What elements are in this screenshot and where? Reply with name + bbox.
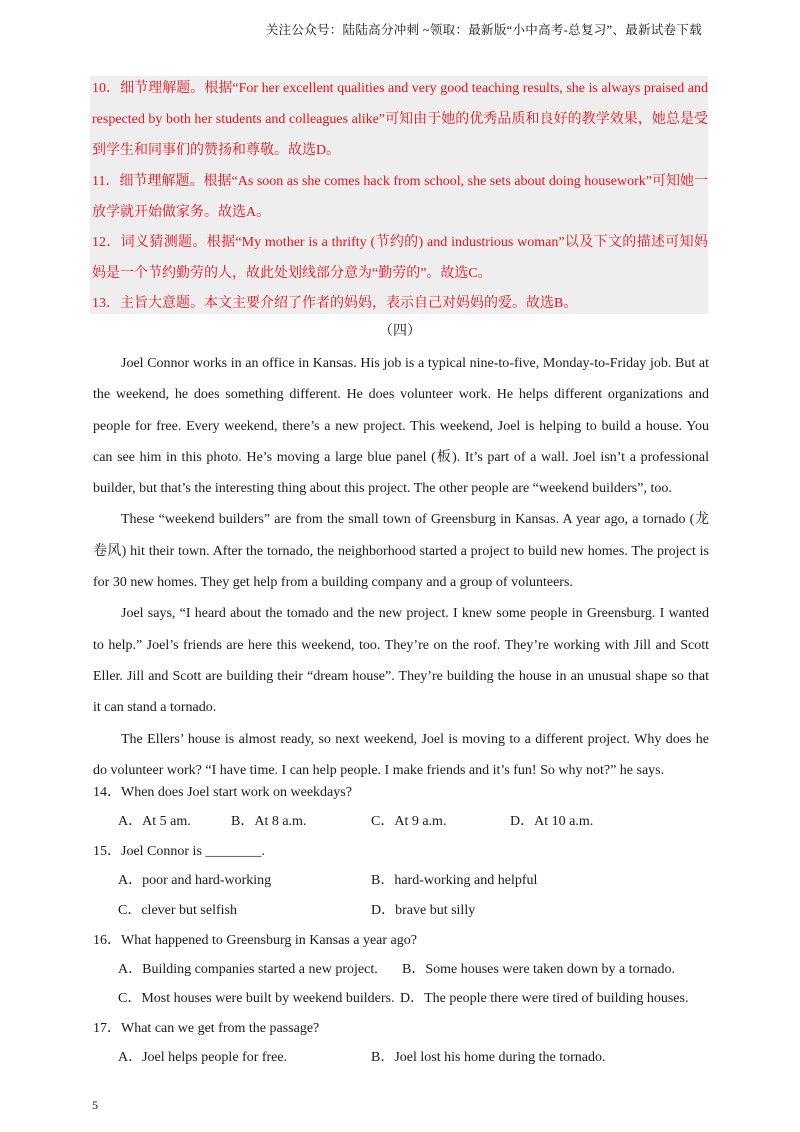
option-16-a[interactable]: A．Building companies started a new project. [118, 962, 378, 977]
option-15-c[interactable]: C．clever but selfish [118, 903, 237, 918]
option-15-b[interactable]: B．hard-working and helpful [371, 873, 538, 888]
answer-10: 10．细节理解题。根据“For her excellent qualities and very good teaching results, she is always praised and respected by both her students and colleagues alike”可知由于她的优秀品质和良好的教学效果，她总是受到学生和同事们的赞扬和尊敬。故选D。 [92, 81, 708, 158]
option-16-c[interactable]: C．Most houses were built by weekend builders. [118, 991, 395, 1006]
question-16: 16．What happened to Greensburg in Kansas a year ago? [93, 933, 417, 948]
option-17-b[interactable]: B．Joel lost his home during the tornado. [371, 1050, 606, 1065]
option-14-d[interactable]: D．At 10 a.m. [510, 814, 594, 829]
answer-12: 12．词义猜测题。根据“My mother is a thrifty (节约的) and industrious woman”以及下文的描述可知妈妈是一个节约勤劳的人，故此处划线部分意为“勤劳的”。故选C。 [92, 235, 708, 281]
answer-13: 13．主旨大意题。本文主要介绍了作者的妈妈，表示自己对妈妈的爱。故选B。 [92, 296, 578, 311]
option-16-d[interactable]: D．The people there were tired of building houses. [400, 991, 689, 1006]
passage-paragraph: The Ellers’ house is almost ready, so next weekend, Joel is moving to a different project. Why does he do volunteer work? “I have time. I can help people. I make friends and it’s fun! So why not?” he says. [93, 731, 709, 778]
reading-passage [93, 348, 709, 786]
question-17: 17．What can we get from the passage? [93, 1021, 320, 1036]
question-14: 14．When does Joel start work on weekdays? [93, 785, 352, 800]
passage-paragraph: Joel says, “I heard about the tomado and the new project. I knew some people in Greensburg. I wanted to help.” Joel’s friends are here this weekend, too. They’re on the roof. They’re working with Jill and Scott Eller. Jill and Scott are building their “dream house”. They’re building the house in an unusual shape so that it can stand a tornado. [93, 606, 709, 716]
passage-paragraph: These “weekend builders” are from the small town of Greensburg in Kansas. A year ago, a tornado (龙卷风) hit their town. After the tornado, the neighborhood started a project to build new homes. The project is for 30 new homes. They get help from a building company and a group of volunteers. [93, 512, 709, 591]
option-14-c[interactable]: C．At 9 a.m. [371, 814, 447, 829]
passage-paragraph: Joel Connor works in an office in Kansas. His job is a typical nine-to-five, Monday-to-Friday job. But at the weekend, he does something different. He does volunteer work. He helps different organizations and people for free. Every weekend, there’s a new project. This weekend, Joel is helping to build a house. You can see him in this photo. He’s moving a large blue panel (板). It’s part of a wall. Joel isn’t a professional builder, but that’s the interesting thing about this project. The other people are “weekend builders”, too. [93, 356, 709, 497]
option-15-d[interactable]: D．brave but silly [371, 903, 476, 918]
section-title: （四） [379, 324, 421, 339]
page-header: 关注公众号：陆陆高分冲刺 ~领取：最新版“小中高考-总复习”、最新试卷下载 [265, 23, 702, 37]
option-17-a[interactable]: A．Joel helps people for free. [118, 1050, 288, 1065]
option-16-b[interactable]: B．Some houses were taken down by a tornado. [402, 962, 675, 977]
answer-11: 11．细节理解题。根据“As soon as she comes hack from school, she sets about doing housework”可知她一放学就开始做家务。故选A。 [92, 174, 708, 220]
option-14-a[interactable]: A．At 5 am. [118, 814, 191, 829]
option-15-a[interactable]: A．poor and hard-working [118, 873, 272, 888]
option-14-b[interactable]: B．At 8 a.m. [231, 814, 307, 829]
page-number: 5 [92, 1098, 98, 1112]
question-15: 15．Joel Connor is ________. [93, 844, 265, 859]
